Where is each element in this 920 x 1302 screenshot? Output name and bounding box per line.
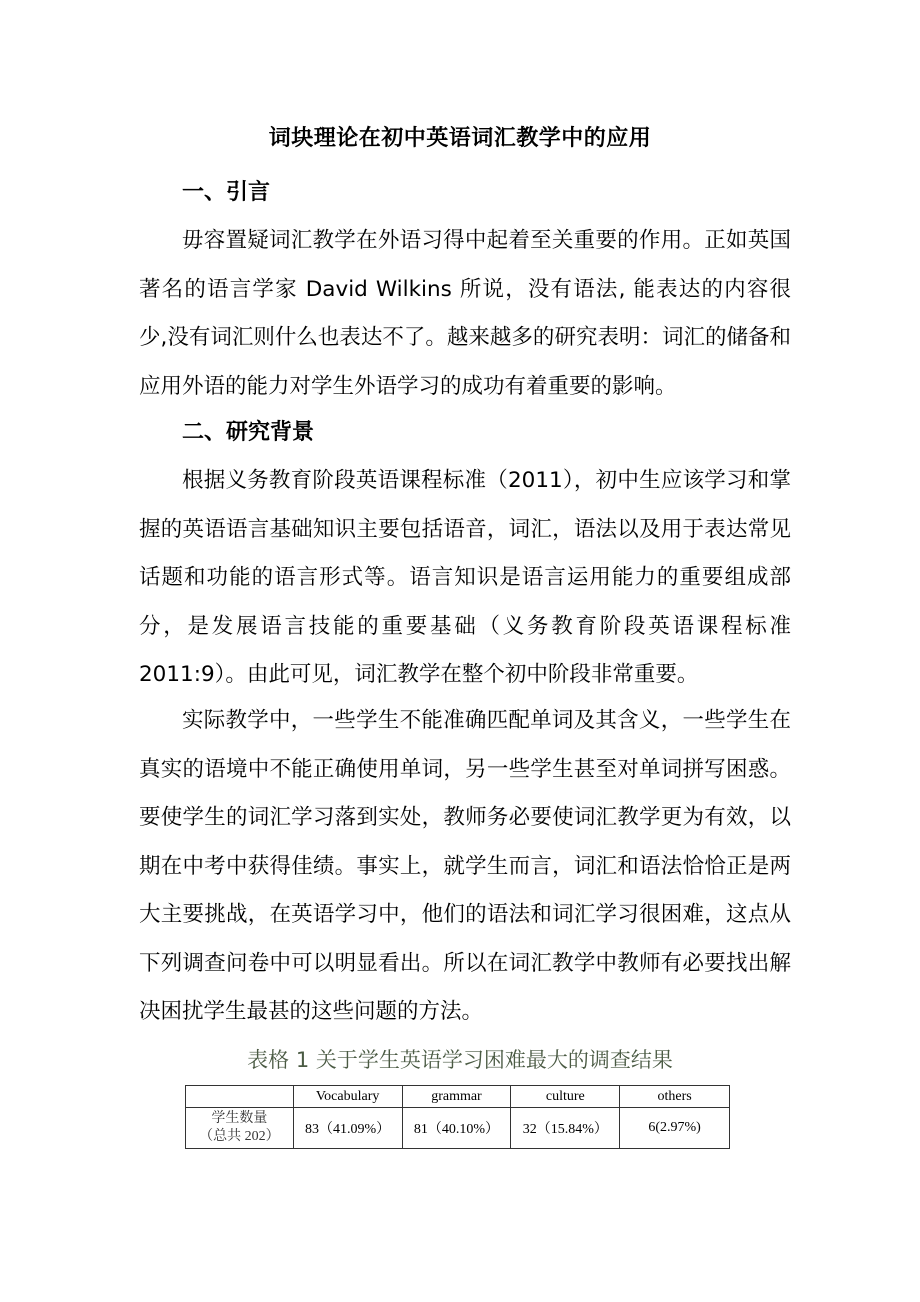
- row-label-line1: 学生数量: [211, 1111, 268, 1126]
- paragraph-background-2: 实际教学中，一些学生不能准确匹配单词及其含义，一些学生在真实的语境中不能正确使用单词，另一些学生甚至对单词拼写困惑。要使学生的词汇学习落到实处，教师务必要使词汇教学更为有效，以期在中考中获得佳绩。事实上，就学生而言，词汇和语法恰恰正是两大主要挑战，在英语学习中，他们的语法和词汇学习很困难，这点从下列调查问卷中可以明显看出。所以在词汇教学中教师有必要找出解决困扰学生最甚的这些问题的方法。: [139, 708, 791, 1024]
- table-header-culture: culture: [511, 1086, 620, 1108]
- table-cell-culture: 32（15.84%）: [511, 1108, 620, 1149]
- table-row: [186, 1108, 730, 1149]
- row-label-line2: （总共 202）: [199, 1129, 280, 1144]
- table-header-row: [186, 1086, 730, 1108]
- document-title: 词块理论在初中英语词汇教学中的应用: [268, 126, 652, 151]
- survey-results-table: [185, 1085, 730, 1149]
- paragraph-background-1: 根据义务教育阶段英语课程标准（2011），初中生应该学习和掌握的英语语言基础知识主要包括语音，词汇，语法以及用于表达常见话题和功能的语言形式等。语言知识是语言运用能力的重要组成部分，是发展语言技能的重要基础（义务教育阶段英语课程标准2011:9）。由此可见，词汇教学在整个初中阶段非常重要。: [139, 468, 791, 687]
- table-header-cell-empty: [186, 1086, 294, 1108]
- section-heading-introduction: 一、引言: [182, 180, 271, 205]
- table-cell-vocabulary: 83（41.09%）: [293, 1108, 402, 1149]
- table-header-grammar: grammar: [402, 1086, 511, 1108]
- table-cell-others: 6(2.97%): [620, 1108, 730, 1149]
- table-cell-grammar: 81（40.10%）: [402, 1108, 511, 1149]
- table-header-others: others: [620, 1086, 730, 1108]
- table-row-label: [186, 1108, 294, 1149]
- paragraph-introduction: 毋容置疑词汇教学在外语习得中起着至关重要的作用。正如英国著名的语言学家 David Wilkins 所说，没有语法, 能表达的内容很少,没有词汇则什么也表达不了。越来越多的研究表明：词汇的储备和应用外语的能力对学生外语学习的成功有着重要的影响。: [139, 228, 791, 399]
- table-header-vocabulary: Vocabulary: [293, 1086, 402, 1108]
- table-caption: 表格 1 关于学生英语学习困难最大的调查结果: [247, 1048, 673, 1072]
- section-heading-background: 二、研究背景: [182, 420, 315, 445]
